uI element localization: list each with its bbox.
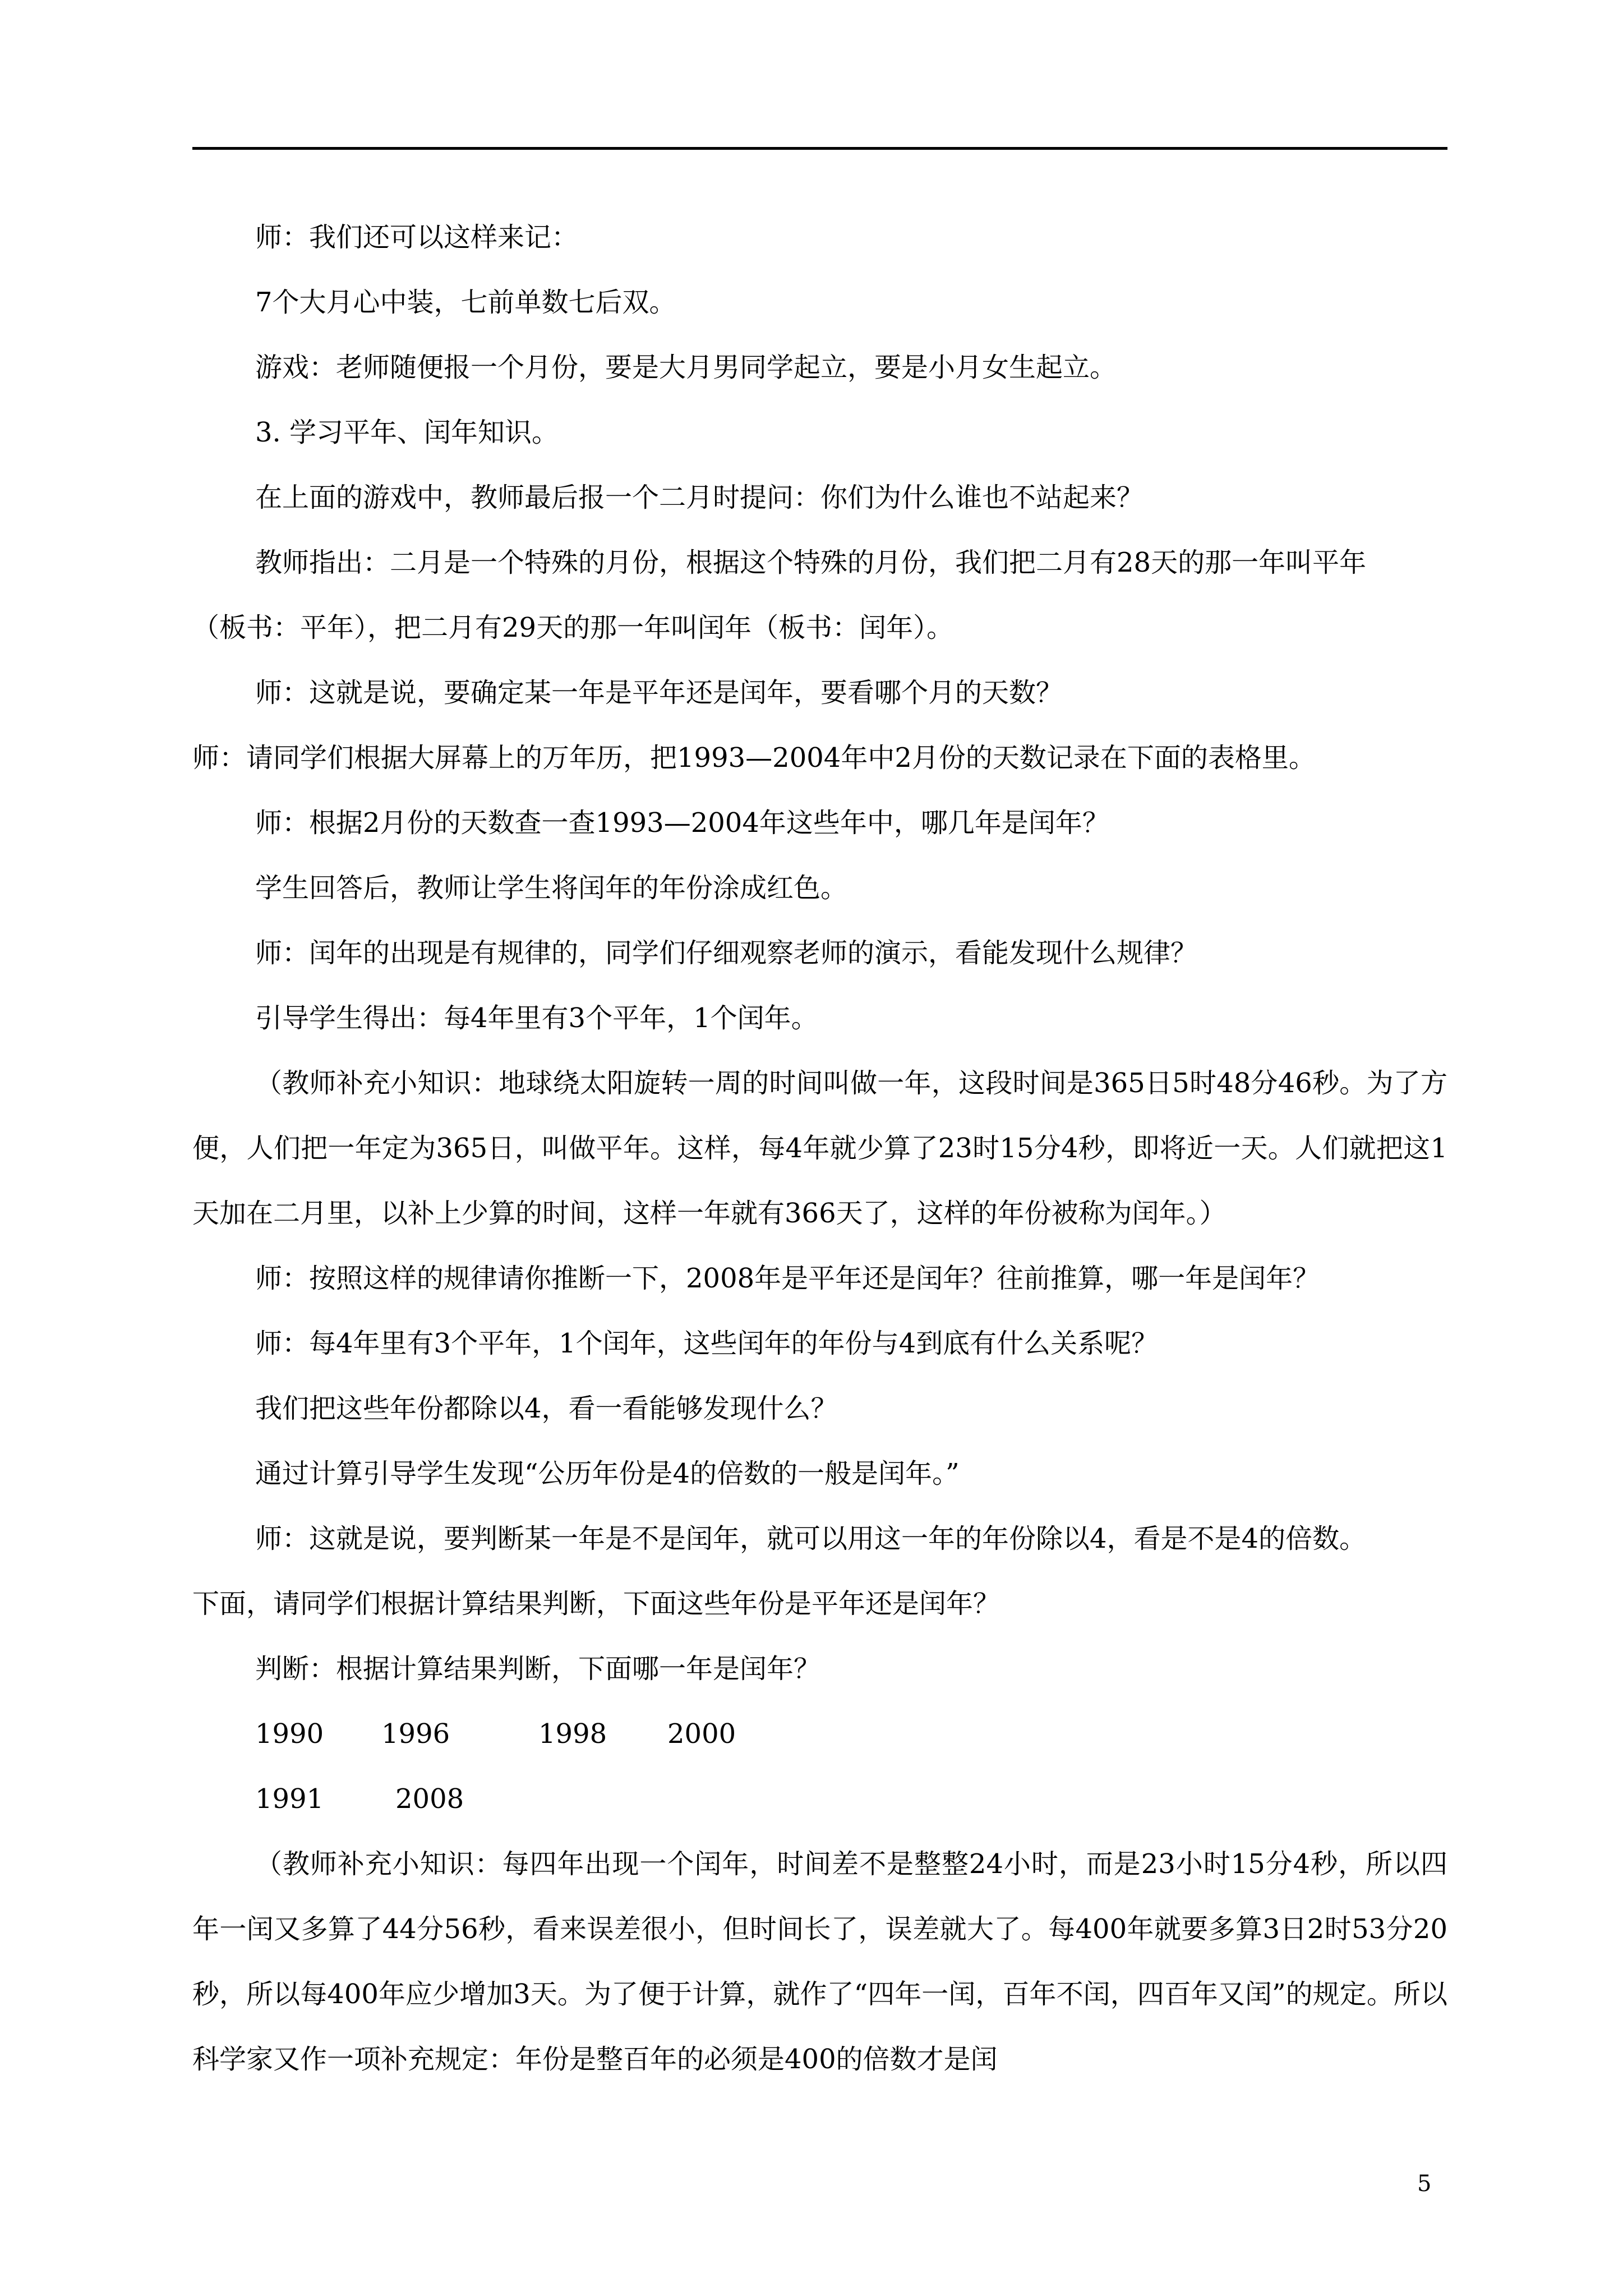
paragraph: 学生回答后，教师让学生将闰年的年份涂成红色。	[255, 872, 848, 904]
paragraph: 师：按照这样的规律请你推断一下，2008年是平年还是闰年？往前推算，哪一年是闰年？	[255, 1263, 1320, 1294]
paragraph: 在上面的游戏中，教师最后报一个二月时提问：你们为什么谁也不站起来？	[255, 482, 1144, 513]
paragraph-continuation: （板书：平年），把二月有29天的那一年叫闰年（板书：闰年）。	[192, 612, 954, 643]
header-rule	[192, 147, 1447, 150]
paragraph: 师：每4年里有3个平年，1个闰年，这些闰年的年份与4到底有什么关系呢？	[255, 1328, 1159, 1359]
paragraph-continuation: 下面，请同学们根据计算结果判断，下面这些年份是平年还是闰年？	[192, 1588, 1000, 1619]
paragraph: 通过计算引导学生发现“公历年份是4的倍数的一般是闰年。”	[255, 1458, 960, 1489]
paragraph: 师：闰年的出现是有规律的，同学们仔细观察老师的演示，看能发现什么规律？	[255, 937, 1198, 969]
document-body	[192, 205, 1447, 2092]
note-paragraph: （教师补充小知识：每四年出现一个闰年，时间差不是整整24小时，而是23小时15分4秒，所以四年一闰又多算了44分56秒，看来误差很小，但时间长了，误差就大了。每400年就要多算3日2时53分20秒，所以每400年应少增加3天。为了便于计算，就作了“四年一闰，百年不闰，四百年又闰”的规定。所以科学家又作一项补充规定：年份是整百年的必须是400的倍数才是闰	[192, 1848, 1447, 2075]
paragraph: 师：根据2月份的天数查一查1993—2004年这些年中，哪几年是闰年？	[255, 807, 1109, 839]
paragraph: 师：这就是说，要判断某一年是不是闰年，就可以用这一年的年份除以4，看是不是4的倍数。	[255, 1523, 1367, 1554]
note-paragraph: （教师补充小知识：地球绕太阳旋转一周的时间叫做一年，这段时间是365日5时48分46秒。为了方便，人们把一年定为365日，叫做平年。这样，每4年就少算了23时15分4秒，即将近一天。人们就把这1天加在二月里，以补上少算的时间，这样一年就有366天了，这样的年份被称为闰年。）	[192, 1068, 1447, 1229]
year-item: 1996	[381, 1718, 450, 1750]
year-item: 1991	[255, 1783, 324, 1815]
year-item: 2000	[667, 1718, 736, 1750]
year-item: 1998	[538, 1718, 607, 1750]
year-item: 2008	[395, 1783, 464, 1815]
paragraph: 师：请同学们根据大屏幕上的万年历，把1993—2004年中2月份的天数记录在下面的表格里。	[192, 742, 1316, 774]
years-row-1	[192, 1701, 1447, 1766]
years-row-2	[192, 1766, 1447, 1832]
paragraph: 引导学生得出：每4年里有3个平年，1个闰年。	[255, 1002, 818, 1034]
paragraph: 游戏：老师随便报一个月份，要是大月男同学起立，要是小月女生起立。	[255, 352, 1117, 383]
paragraph: 我们把这些年份都除以4，看一看能够发现什么？	[255, 1393, 838, 1424]
paragraph: 教师指出：二月是一个特殊的月份，根据这个特殊的月份，我们把二月有28天的那一年叫平年	[255, 547, 1367, 578]
year-item: 1990	[255, 1718, 324, 1750]
paragraph: 判断：根据计算结果判断，下面哪一年是闰年？	[255, 1653, 821, 1685]
page-number: 5	[1417, 2171, 1432, 2197]
section-heading: 3. 学习平年、闰年知识。	[255, 417, 559, 448]
paragraph: 师：这就是说，要确定某一年是平年还是闰年，要看哪个月的天数？	[255, 677, 1063, 708]
paragraph: 7个大月心中装，七前单数七后双。	[255, 287, 676, 318]
paragraph: 师：我们还可以这样来记：	[255, 222, 579, 253]
